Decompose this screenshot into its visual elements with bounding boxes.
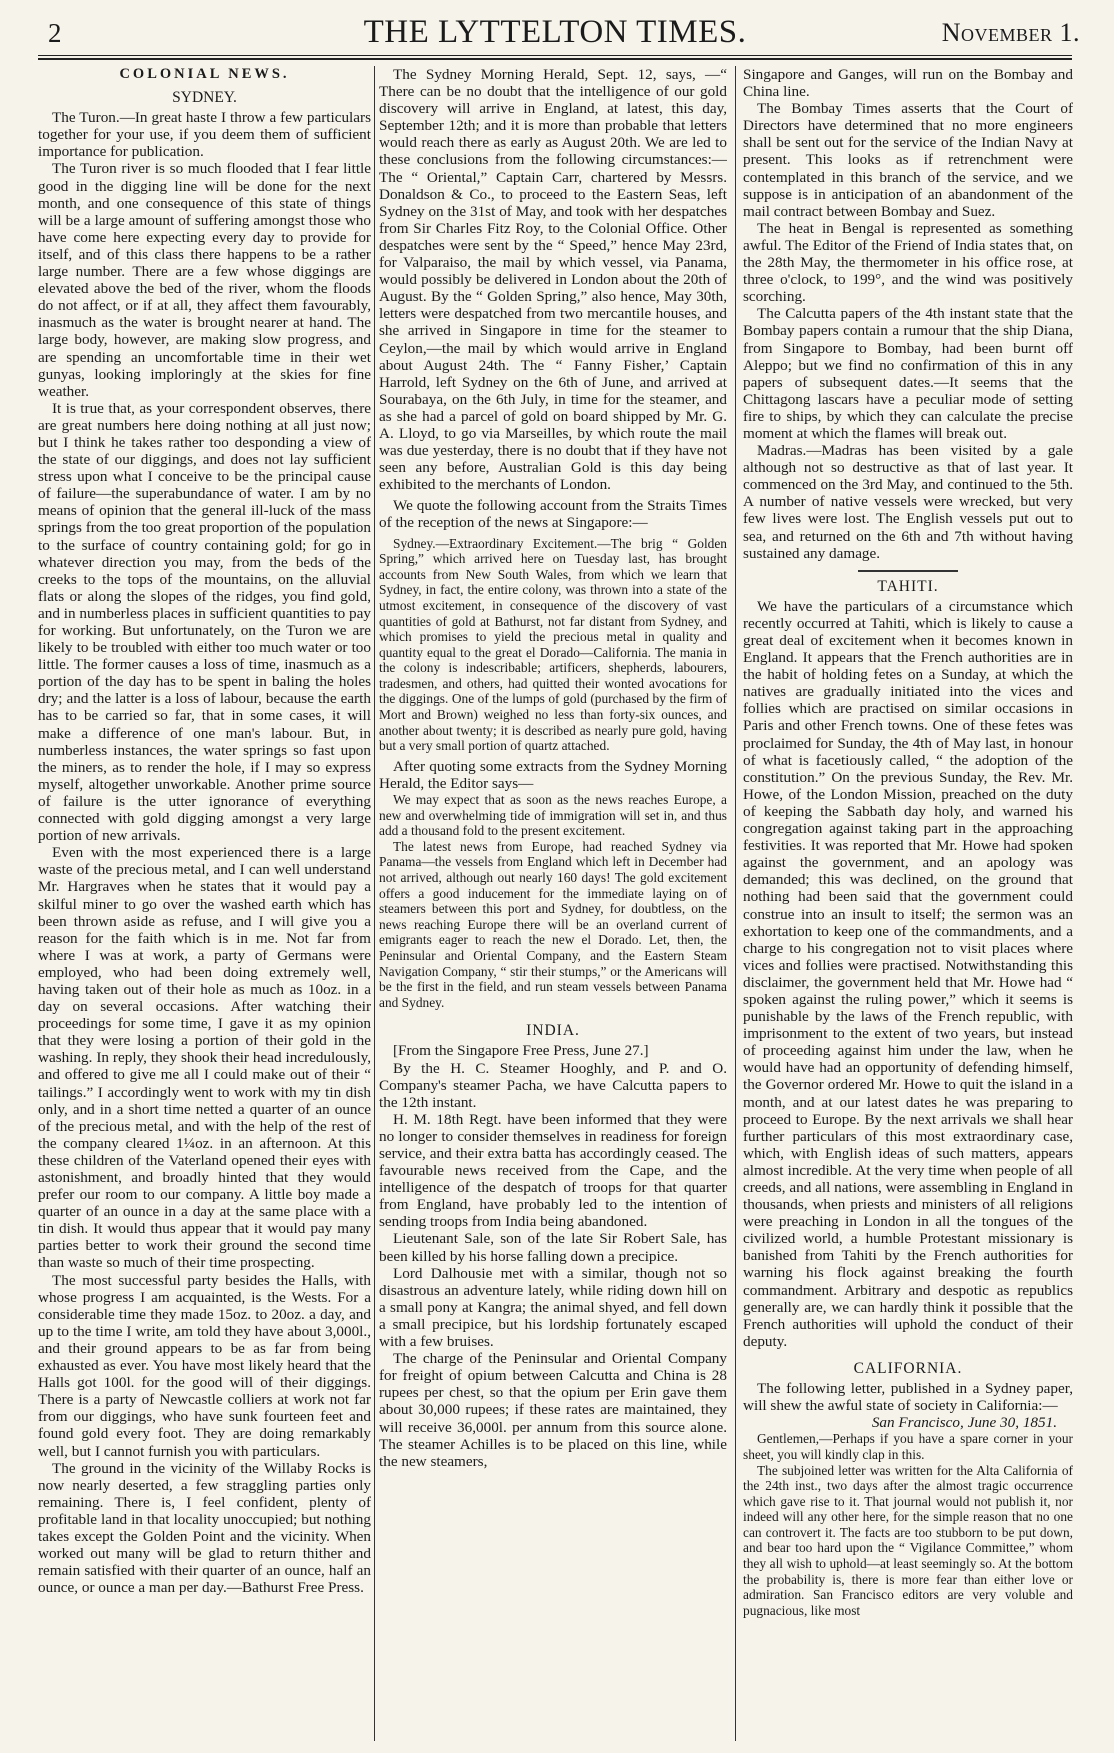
masthead (30, 14, 1080, 54)
section-heading-california: CALIFORNIA. (853, 1359, 963, 1377)
article-paragraph: The charge of the Peninsular and Oriental Company for freight of opium between Calcutta and China is 28 rupees per chest, so that the opium per Erin gave them about 30,000 rupees; if these rates are maintained, they will receive 36,000l. per annum from this source alone. The steamer Achilles is to be placed on this line, while the new steamers, (379, 1350, 727, 1470)
column-divider (735, 66, 736, 1741)
section-separator-rule (858, 570, 958, 572)
article-paragraph: It is true that, as your correspondent observes, there are great numbers here doing nothing at all just now; but I think he takes rather too desponding a view of the state of our diggings, and does not lay sufficient stress upon what I conceive to be the principal cause of failure—the superabundance of water. I am by no means of opinion that the general ill-luck of the mass springs from the too great proportion of the population to the surface of country containing gold; for go in whatever direction you may, from the beds of the creeks to the tops of the mountains, on the alluvial flats or along the slopes of the ridges, you find gold, and in numberless places in sufficient quantities to pay for working. But unfortunately, on the Turon we are likely to be troubled with either too much water or too little. The former causes a loss of time, inasmuch as a portion of the day has to be spent in baling the holes dry; and the latter is a loss of labour, because the earth has to be carried so far, that in some cases, it will make a difference of one man's labour. But, in numberless instances, the water springs so fast upon the miners, as to render the hole, if I may so express myself, altogether unworkable. Another prime source of failure is the utter ignorance of everything connected with gold digging amongst a very large portion of new arrivals. (38, 399, 371, 845)
article-paragraph: We quote the following account from the Straits Times of the reception of the news at Singapore:— (379, 497, 727, 532)
article-paragraph: H. M. 18th Regt. have been informed that they were no longer to consider themselves in readiness for foreign service, and their extra batta has accordingly ceased. The favourable news received from the Cape, and the intelligence of the despatch of troops for that quarter from England, have probably led to the intention of sending troops from India being abandoned. (379, 1110, 727, 1231)
quoted-paragraph: We may expect that as soon as the news reaches Europe, a new and overwhelming tide of immigration will set in, and thus add a thousand fold to the present excitement. (379, 792, 727, 839)
section-heading-tahiti: TAHITI. (877, 577, 939, 595)
letter-dateline: San Francisco, June 30, 1851. (871, 1414, 1057, 1432)
column-2 (379, 66, 727, 1746)
article-paragraph: We have the particulars of a circumstance which recently occurred at Tahiti, which is likely to cause a great deal of excitement when it becomes known in England. It appears that the French authorities are in the habit of holding fetes on a Sunday, at which the natives are gradually initiated into the vices and follies which are practised on similar occasions in Paris and other French towns. One of these fetes was proclaimed for Sunday, the 4th of May last, in honour of what is facetiously called, “ the adoption of the constitution.” On the previous Sunday, the Rev. Mr. Howe, of the London Mission, preached on the duty of keeping the Sabbath day holy, and warned his congregation against taking part in the approaching festivities. It was reported that Mr. Howe had spoken against the government, and an apology was demanded; this was declined, on the ground that nothing had been said that the government could construe into an insult to itself; the sermon was an exhortation to keep one of the commandments, and a charge to his congregation not to visit places where vices and follies were practised. Notwithstanding this disclaimer, the government held that Mr. Howe had “ spoken against the ruling power,” which it seems is punishable by the laws of the French republic, with imprisonment to the extent of two years, but instead of proceeding against him under the law, when he would have had an opportunity of defending himself, the Governor ordered Mr. Howe to quit the island in a month, and at our latest dates he was preparing to proceed to Europe. By the next arrivals we shall hear further particulars of this most extraordinary case, which, with English ideas of such matters, appears almost incredible. At the very time when people of all creeds, and all nations, were assembling in England in thousands, when priests and ministers of all religions were preaching in London in all the tongues of the civilized world, a humble Protestant missionary is banished from Tahiti by the French authorities for warning his flock against breaking the fourth commandment. Arbitrary and despotic as republics generally are, we can hardly think it possible that the French authorities will uphold the conduct of their deputy. (743, 597, 1073, 1350)
page-number: 2 (48, 18, 62, 48)
quoted-paragraph: The latest news from Europe, had reached Sydney via Panama—the vessels from England which left in December had not arrived, although out nearly 160 days! The gold excitement offers a good inducement for the immediate laying on of steamers between this port and Sydney, for doubtless, on the news reaching Europe there will be an overland current of emigrants eager to reach the new el Dorado. Let, then, the Peninsular and Oriental Company, and the Eastern Steam Navigation Company, “ stir their stumps,” or the Americans will be the first in the field, and run steam vessels between Panama and Sydney. (379, 838, 727, 1010)
article-paragraph: The Sydney Morning Herald, Sept. 12, says, —“ There can be no doubt that the intelligence of our gold discovery will arrive in England, at latest, this day, September 12th; and it is more than probable that letters would reach there as early as August 20th. We are led to these conclusions from the following circumstances:—The “ Oriental,” Captain Carr, chartered by Messrs. Donaldson & Co., to proceed to the Eastern Seas, left Sydney on the 31st of May, and took with her despatches from Sir Charles Fitz Roy, to the Colonial Office. Other despatches were sent by the “ Speed,” hence May 23rd, for Valparaiso, the mail by which vessel, via Panama, would possibly be delivered in London about the 20th of August. By the “ Golden Spring,” also hence, May 30th, letters were despatched from two mercantile houses, and she arrived in Singapore in time for the steamer to Ceylon,—the mail by which would arrive in England about August 24th. The “ Fanny Fisher,’ Captain Harrold, left Sydney on the 6th of June, and arrived at Sourabaya, on the 6th July, in time for the steamer, and as she had a parcel of gold on board shipped by Mr. G. A. Lloyd, to go via Marseilles, by which route the mail was due yesterday, there is no doubt that if they have not seen any before, Australian Gold is this day being exhibited to the merchants of London. (379, 66, 727, 494)
article-paragraph: By the H. C. Steamer Hooghly, and P. and O. Company's steamer Pacha, we have Calcutta papers to the 12th instant. (379, 1059, 727, 1111)
section-heading-india: INDIA. (526, 1022, 580, 1040)
section-heading-colonial-news: COLONIAL NEWS. (119, 66, 290, 82)
article-paragraph: Even with the most experienced there is a large waste of the precious metal, and I can well understand Mr. Hargraves when he states that it would pay a skilful miner to go over the washed earth which has been thrown aside as refuse, and I will give you a reason for the faith which is in me. Not far from where I was at work, a party of Germans were employed, who had been doing extremely well, having taken out of their hole as much as 10oz. in a day on several occasions. After watching their proceedings for some time, I gave it as my opinion that they were losing a portion of their gold in the washing. In reply, they shook their head incredulously, and offered to give me all I could make out of their “ tailings.” I accordingly went to work with my tin dish only, and in a short time netted a quarter of an ounce of the precious metal, and with the help of the rest of the company cleared 1¼oz. in an afternoon. At this these children of the Vaterland opened their eyes with astonishment, and broadly hinted that they would prefer our room to our company. A little boy made a quarter of an ounce in a day at the same place with a tin dish. It would thus appear that it would pay many parties better to work their ground the second time than waste so much of their time prospecting. (38, 844, 371, 1272)
article-paragraph: Lieutenant Sale, son of the late Sir Robert Sale, has been killed by his horse falling down a precipice. (379, 1230, 727, 1265)
column-divider (374, 66, 375, 1741)
article-paragraph: The ground in the vicinity of the Willaby Rocks is now nearly deserted, a few straggling parties only remaining. There is, I feel confident, plenty of profitable land in that locality unoccupied; but nothing takes except the Golden Point and the vicinity. When worked out many will be glad to return thither and remain satisfied with their quarter of an ounce, half an ounce, or ounce a man per day.—Bathurst Free Press. (38, 1459, 371, 1597)
article-paragraph: The Turon river is so much flooded that I fear little good in the digging line will be done for the next month, and one consequence of this state of things will be a large amount of suffering amongst those who have come here expecting every day to provide for itself, and of this class there happens to be a rather large number. There are a few whose diggings are elevated above the bed of the river, whom the floods do not affect, or if at all, they affect them favourably, inasmuch as the water is brought nearer at hand. The large body, however, are making slow progress, and are spending an uncomfortable time in their wet gunyas, looking imploringly at the skies for fine weather. (38, 160, 371, 400)
letter-paragraph: Gentlemen,—Perhaps if you have a spare corner in your sheet, you will kindly clap in this. (743, 1431, 1073, 1462)
masthead-rule (38, 55, 1072, 56)
article-paragraph: Lord Dalhousie met with a similar, though not so disastrous an adventure lately, while riding down hill on a small pony at Kangra; the animal shyed, and fell down a small precipice, but his lordship fortunately escaped with a few bruises. (379, 1264, 727, 1351)
article-paragraph: After quoting some extracts from the Sydney Morning Herald, the Editor says— (379, 757, 727, 792)
quoted-paragraph: Sydney.—Extraordinary Excitement.—The brig “ Golden Spring,” which arrived here on Tuesday last, has brought accounts from New South Wales, from which we learn that Sydney, in fact, the entire colony, was thrown into a state of the utmost excitement, in consequence of the discovery of vast quantities of gold at Bathurst, not far distant from Sydney, and which promises to yield the precious metal in quality and quantity equal to the great el Dorado—California. The mania in the colony is indescribable; artificers, shepherds, labourers, tradesmen, and others, had quitted their wonted avocations for the diggings. One of the lumps of gold (purchased by the firm of Mort and Brown) weighed no less than forty-six ounces, and another about twenty; it is described as nearly pure gold, having but a very small portion of quartz attached. (379, 535, 727, 754)
paper-title: THE LYTTELTON TIMES. (363, 14, 747, 50)
masthead-rule-thick (38, 58, 1072, 60)
article-paragraph: Madras.—Madras has been visited by a gale although not so destructive as that of last year. It commenced on the 3rd May, and continued to the 5th. A number of native vessels were wrecked, but very few lives were lost. The English vessels put out to sea, and returned on the 6th and 7th without having sustained any damage. (743, 442, 1073, 562)
subheading-sydney: SYDNEY. (172, 89, 237, 107)
issue-date: November 1. (941, 18, 1080, 47)
article-paragraph: The most successful party besides the Halls, with whose progress I am acquainted, is the Wests. For a considerable time they made 15oz. to 20oz. a day, and up to the time I write, am told they have about 3,000l., and their ground appears to be as far from being exhausted as ever. You have most likely heard that the Halls got 100l. for the good will of their diggings. There is a party of Newcastle colliers at work not far from our diggings, who have sunk fourteen feet and found gold every foot. They are doing remarkably well, but I cannot furnish you with particulars. (38, 1271, 371, 1460)
article-paragraph: The Turon.—In great haste I throw a few particulars together for your use, if you deem them of sufficient importance for publication. (38, 109, 371, 161)
column-3 (743, 66, 1073, 1746)
article-paragraph: The Calcutta papers of the 4th instant state that the Bombay papers contain a rumour that the ship Diana, from Singapore to Bombay, had been burnt off Aleppo; but we find no confirmation of this in any papers of subsequent dates.—It seems that the Chittagong lascars have a peculiar mode of setting fire to ships, by which they can calculate the precise moment at which the flames will break out. (743, 305, 1073, 442)
article-paragraph: The following letter, published in a Sydney paper, will shew the awful state of society in California:— (743, 1380, 1073, 1415)
article-paragraph: Singapore and Ganges, will run on the Bombay and China line. (743, 66, 1073, 101)
source-line: [From the Singapore Free Press, June 27.] (393, 1042, 649, 1060)
article-paragraph: The Bombay Times asserts that the Court of Directors have determined that no more engineers shall be sent out for the service of the Indian Navy at present. This looks as if retrenchment were contemplated in this branch of the service, and we suppose is in anticipation of an abandonment of the mail contract between Bombay and Suez. (743, 100, 1073, 220)
column-1 (38, 66, 371, 1746)
letter-paragraph: The subjoined letter was written for the Alta California of the 24th inst., two days after the almost tragic occurrence which gave rise to it. That journal would not publish it, nor indeed will any other here, for the simple reason that no one can controvert it. The facts are too stubborn to be put down, and bear too hard upon the “ Vigilance Committee,” whom they all wish to uphold—at least seemingly so. At the bottom the probability is, there is more fear than either love or admiration. San Francisco editors are very voluble and pugnacious, like most (743, 1462, 1073, 1618)
article-paragraph: The heat in Bengal is represented as something awful. The Editor of the Friend of India states that, on the 28th May, the thermometer in his office rose, at three o'clock, to 199°, and the wind was positively scorching. (743, 219, 1073, 306)
